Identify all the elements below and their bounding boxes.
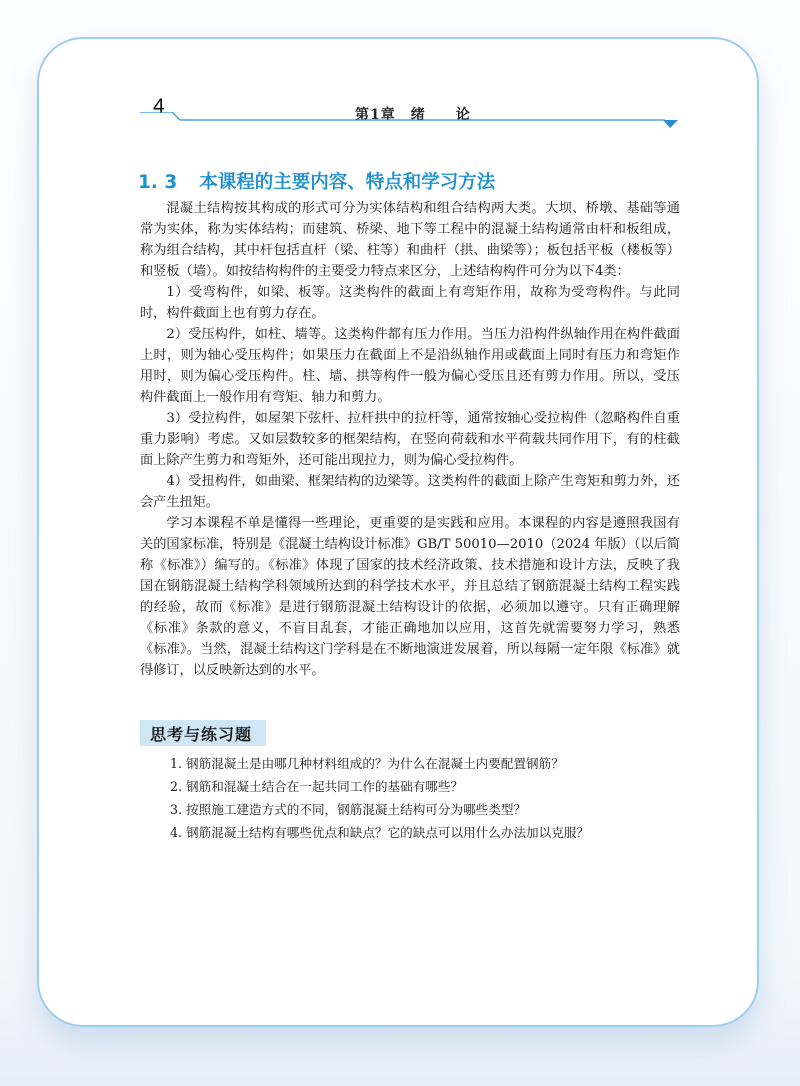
exercise-item: 3. 按照施工建造方式的不同，钢筋混凝土结构可分为哪些类型？: [170, 802, 527, 817]
paragraph: 4）受扭构件，如曲梁、框架结构的边梁等。这类构件的截面上除产生弯矩和剪力外，还会产生扭矩。: [140, 474, 680, 510]
body-text: [140, 198, 680, 681]
paragraph: 1）受弯构件，如梁、板等。这类构件的截面上有弯矩作用，故称为受弯构件。与此同时，构件截面上也有剪力存在。: [140, 285, 680, 321]
section-title: 本课程的主要内容、特点和学习方法: [199, 172, 496, 193]
paragraph: 2）受压构件，如柱、墙等。这类构件都有压力作用。当压力沿构件纵轴作用在构件截面上时，则为轴心受压构件；如果压力在截面上不是沿纵轴作用或截面上同时有压力和弯矩作用时，则为偏心受压构件。柱、墙、拱等构件一般为偏心受压且还有剪力作用。所以，受压构件截面上一般作用有弯矩、轴力和剪力。: [140, 327, 680, 405]
section-number: 1. 3: [138, 172, 178, 193]
exercise-heading: 思考与练习题: [150, 725, 253, 744]
paragraph: 3）受拉构件，如屋架下弦杆、拉杆拱中的拉杆等，通常按轴心受拉构件（忽略构件自重重力影响）考虑。又如层数较多的框架结构，在竖向荷载和水平荷载共同作用下，有的柱截面上除产生剪力和弯矩外，还可能出现拉力，则为偏心受拉构件。: [140, 411, 680, 468]
paragraph: 混凝土结构按其构成的形式可分为实体结构和组合结构两大类。大坝、桥墩、基础等通常为实体，称为实体结构；而建筑、桥梁、地下等工程中的混凝土结构通常由杆和板组成，称为组合结构，其中杆包括直杆（梁、柱等）和曲杆（拱、曲梁等）；板包括平板（楼板等）和竖板（墙）。如按结构构件的主要受力特点来区分，上述结构构件可分为以下4类：: [140, 201, 680, 279]
exercise-item: 1. 钢筋混凝土是由哪几种材料组成的？为什么在混凝土内要配置钢筋？: [170, 756, 564, 771]
running-header: 第1章 绪 论: [355, 107, 471, 123]
exercise-item: 4. 钢筋混凝土结构有哪些优点和缺点？它的缺点可以用什么办法加以克服？: [170, 825, 590, 840]
paragraph: 学习本课程不单是懂得一些理论，更重要的是实践和应用。本课程的内容是遵照我国有关的国家标准，特别是《混凝土结构设计标准》GB/T 50010—2010（2024 年版）（以后简称《标准》）编写的。《标准》体现了国家的技术经济政策、技术措施和设计方法，反映了我国在钢筋混凝土结构学科领域所达到的科学技术水平，并且总结了钢筋混凝土结构工程实践的经验，故而《标准》是进行钢筋混凝土结构设计的依据，必须加以遵守。只有正确理解《标准》条款的意义，不盲目乱套，才能正确地加以应用，这首先就需要努力学习，熟悉《标准》。当然，混凝土结构这门学科是在不断地演进发展着，所以每隔一定年限《标准》就得修订，以反映新达到的水平。: [140, 516, 680, 678]
header-rule: [140, 112, 680, 132]
exercise-item: 2. 钢筋和混凝土结合在一起共同工作的基础有哪些？: [170, 779, 464, 794]
page-number: 4: [153, 95, 165, 118]
section-heading: [138, 168, 495, 194]
exercise-list: [170, 752, 690, 844]
